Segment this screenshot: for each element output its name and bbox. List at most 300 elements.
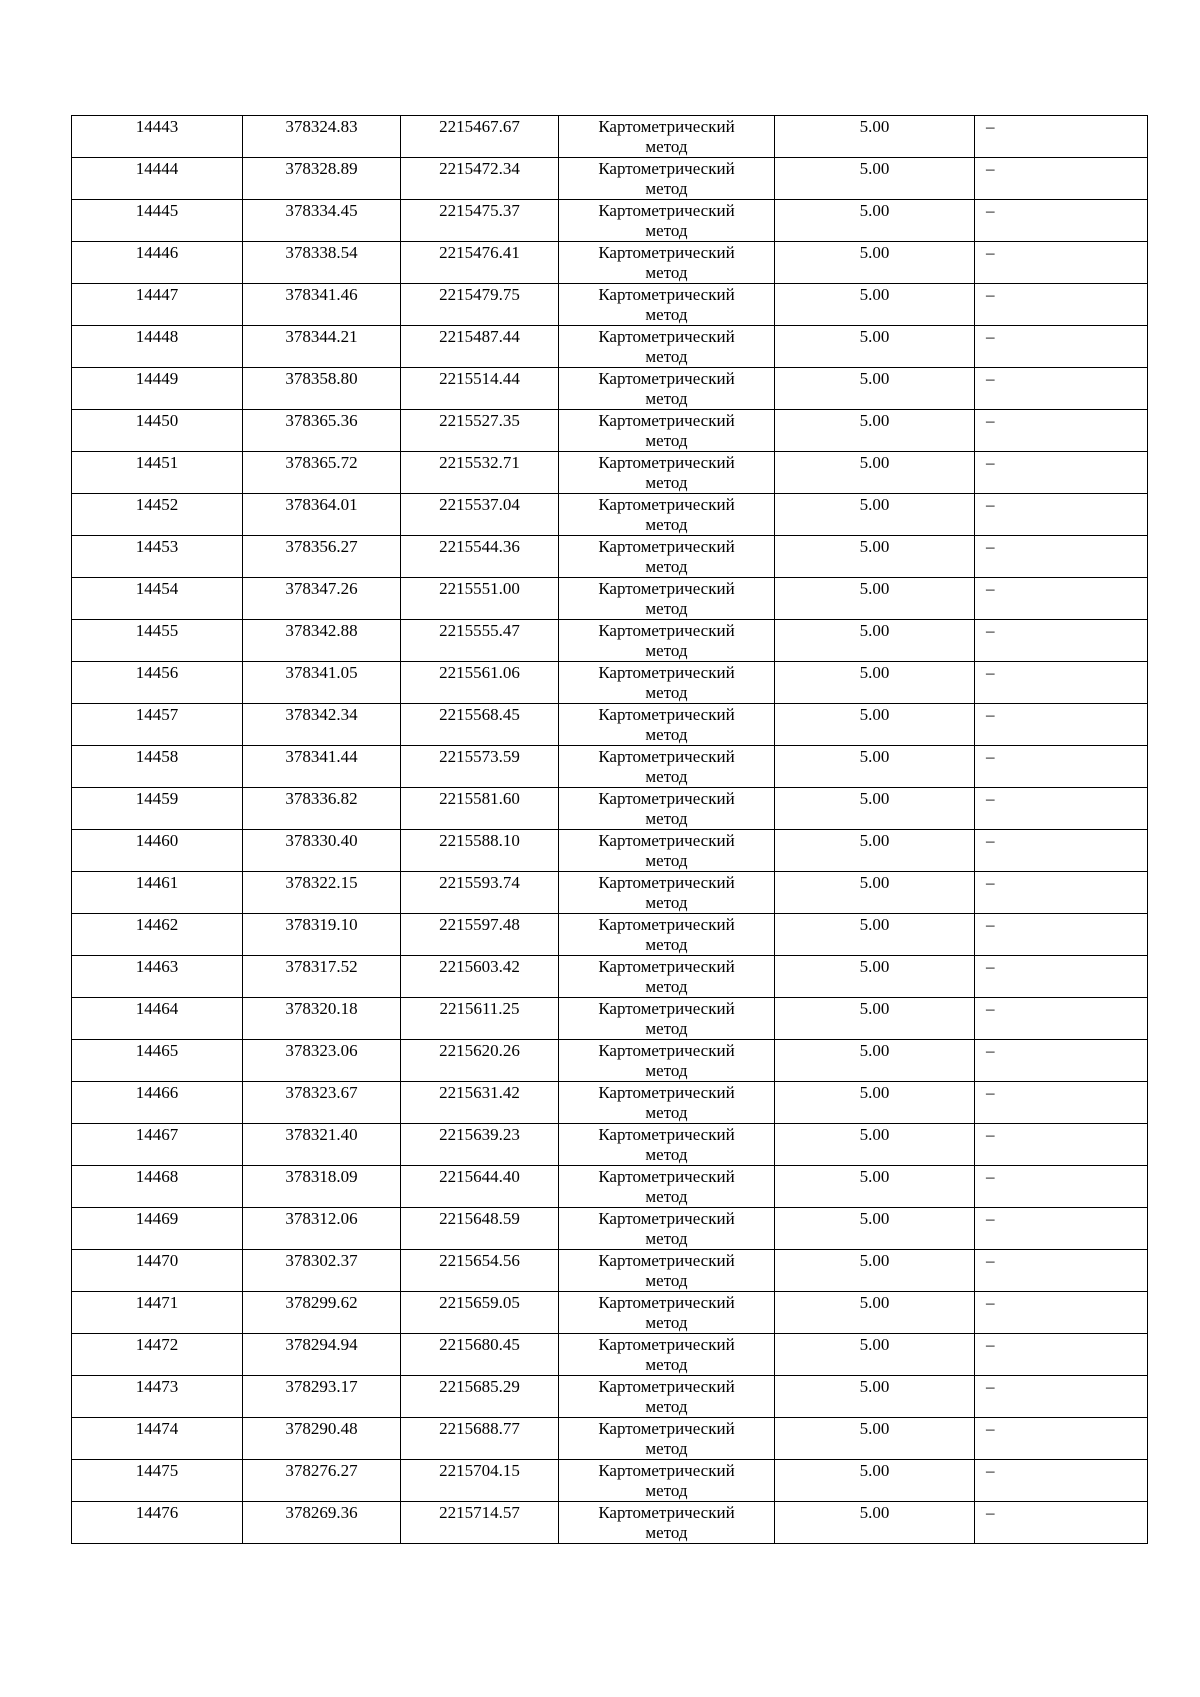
method-cell — [559, 326, 775, 368]
y-coordinate-text: 2215551.00 — [439, 579, 520, 598]
description-cell — [975, 662, 1148, 704]
description-text: – — [986, 1293, 995, 1312]
table-row — [72, 1418, 1148, 1460]
accuracy-text: 5.00 — [859, 453, 890, 472]
point-number-cell — [72, 1166, 243, 1208]
y-coordinate-cell — [401, 830, 559, 872]
x-coordinate-text: 378293.17 — [285, 1377, 358, 1396]
method-cell — [559, 200, 775, 242]
point-number-text: 14470 — [135, 1251, 179, 1270]
accuracy-text: 5.00 — [859, 1251, 890, 1270]
x-coordinate-cell — [243, 1208, 401, 1250]
description-text: – — [986, 915, 995, 934]
x-coordinate-text: 378347.26 — [285, 579, 358, 598]
point-number-text: 14446 — [135, 243, 179, 262]
method-text: Картометрический метод — [598, 1503, 735, 1542]
table-row — [72, 662, 1148, 704]
y-coordinate-cell — [401, 998, 559, 1040]
point-number-cell — [72, 1292, 243, 1334]
method-text: Картометрический метод — [598, 327, 735, 366]
method-text: Картометрический метод — [598, 117, 735, 156]
method-text: Картометрический метод — [598, 1251, 735, 1290]
method-text: Картометрический метод — [598, 831, 735, 870]
description-text: – — [986, 327, 995, 346]
y-coordinate-cell — [401, 956, 559, 998]
accuracy-text: 5.00 — [859, 1293, 890, 1312]
point-number-cell — [72, 452, 243, 494]
description-cell — [975, 200, 1148, 242]
accuracy-text: 5.00 — [859, 243, 890, 262]
point-number-cell — [72, 116, 243, 158]
method-text: Картометрический метод — [598, 1377, 735, 1416]
description-text: – — [986, 747, 995, 766]
method-text: Картометрический метод — [598, 1083, 735, 1122]
x-coordinate-text: 378323.67 — [285, 1083, 358, 1102]
table-row — [72, 452, 1148, 494]
method-text: Картометрический метод — [598, 285, 735, 324]
description-cell — [975, 1502, 1148, 1544]
y-coordinate-text: 2215680.45 — [439, 1335, 520, 1354]
x-coordinate-cell — [243, 452, 401, 494]
y-coordinate-cell — [401, 620, 559, 662]
y-coordinate-text: 2215588.10 — [439, 831, 520, 850]
accuracy-text: 5.00 — [859, 1041, 890, 1060]
table-row — [72, 620, 1148, 662]
accuracy-text: 5.00 — [859, 957, 890, 976]
y-coordinate-text: 2215476.41 — [439, 243, 520, 262]
table-row — [72, 242, 1148, 284]
x-coordinate-cell — [243, 1082, 401, 1124]
method-text: Картометрический метод — [598, 1461, 735, 1500]
y-coordinate-cell — [401, 788, 559, 830]
y-coordinate-cell — [401, 1124, 559, 1166]
accuracy-cell — [775, 1334, 975, 1376]
table-row — [72, 872, 1148, 914]
method-cell — [559, 662, 775, 704]
accuracy-cell — [775, 200, 975, 242]
x-coordinate-cell — [243, 284, 401, 326]
description-cell — [975, 284, 1148, 326]
table-row — [72, 494, 1148, 536]
y-coordinate-cell — [401, 578, 559, 620]
x-coordinate-cell — [243, 956, 401, 998]
point-number-text: 14468 — [135, 1167, 179, 1186]
description-text: – — [986, 285, 995, 304]
point-number-text: 14452 — [135, 495, 179, 514]
method-cell — [559, 1418, 775, 1460]
method-cell — [559, 1166, 775, 1208]
x-coordinate-text: 378365.72 — [285, 453, 358, 472]
description-cell — [975, 1166, 1148, 1208]
point-number-text: 14474 — [135, 1419, 179, 1438]
method-text: Картометрический метод — [598, 1293, 735, 1332]
accuracy-text: 5.00 — [859, 1503, 890, 1522]
accuracy-cell — [775, 620, 975, 662]
point-number-text: 14475 — [135, 1461, 179, 1480]
x-coordinate-cell — [243, 326, 401, 368]
y-coordinate-text: 2215603.42 — [439, 957, 520, 976]
description-text: – — [986, 159, 995, 178]
method-text: Картометрический метод — [598, 1125, 735, 1164]
point-number-text: 14465 — [135, 1041, 179, 1060]
description-text: – — [986, 873, 995, 892]
y-coordinate-cell — [401, 1166, 559, 1208]
table-row — [72, 1334, 1148, 1376]
x-coordinate-text: 378328.89 — [285, 159, 358, 178]
point-number-cell — [72, 284, 243, 326]
x-coordinate-cell — [243, 830, 401, 872]
description-text: – — [986, 621, 995, 640]
point-number-cell — [72, 200, 243, 242]
point-number-cell — [72, 788, 243, 830]
y-coordinate-text: 2215581.60 — [439, 789, 520, 808]
point-number-cell — [72, 578, 243, 620]
method-text: Картометрический метод — [598, 957, 735, 996]
accuracy-cell — [775, 536, 975, 578]
y-coordinate-text: 2215639.23 — [439, 1125, 520, 1144]
point-number-text: 14445 — [135, 201, 179, 220]
x-coordinate-text: 378341.46 — [285, 285, 358, 304]
description-text: – — [986, 369, 995, 388]
point-number-cell — [72, 956, 243, 998]
description-cell — [975, 494, 1148, 536]
y-coordinate-cell — [401, 1460, 559, 1502]
y-coordinate-text: 2215654.56 — [439, 1251, 520, 1270]
x-coordinate-text: 378358.80 — [285, 369, 358, 388]
method-cell — [559, 788, 775, 830]
x-coordinate-text: 378302.37 — [285, 1251, 358, 1270]
description-cell — [975, 788, 1148, 830]
y-coordinate-cell — [401, 1208, 559, 1250]
accuracy-text: 5.00 — [859, 159, 890, 178]
table-row — [72, 956, 1148, 998]
point-number-cell — [72, 1250, 243, 1292]
method-text: Картометрический метод — [598, 201, 735, 240]
accuracy-cell — [775, 1418, 975, 1460]
y-coordinate-text: 2215555.47 — [439, 621, 520, 640]
table-row — [72, 1376, 1148, 1418]
description-text: – — [986, 957, 995, 976]
accuracy-cell — [775, 1292, 975, 1334]
description-cell — [975, 1418, 1148, 1460]
description-text: – — [986, 1461, 995, 1480]
accuracy-cell — [775, 1208, 975, 1250]
method-text: Картометрический метод — [598, 411, 735, 450]
accuracy-cell — [775, 746, 975, 788]
x-coordinate-text: 378294.94 — [285, 1335, 358, 1354]
table-row — [72, 1124, 1148, 1166]
description-cell — [975, 1040, 1148, 1082]
method-text: Картометрический метод — [598, 1209, 735, 1248]
accuracy-cell — [775, 956, 975, 998]
y-coordinate-cell — [401, 872, 559, 914]
x-coordinate-cell — [243, 704, 401, 746]
y-coordinate-text: 2215714.57 — [439, 1503, 520, 1522]
point-number-cell — [72, 536, 243, 578]
point-number-cell — [72, 242, 243, 284]
table-row — [72, 326, 1148, 368]
accuracy-text: 5.00 — [859, 1377, 890, 1396]
y-coordinate-cell — [401, 410, 559, 452]
y-coordinate-cell — [401, 242, 559, 284]
table-row — [72, 116, 1148, 158]
description-cell — [975, 998, 1148, 1040]
point-number-cell — [72, 1334, 243, 1376]
x-coordinate-text: 378312.06 — [285, 1209, 358, 1228]
point-number-text: 14467 — [135, 1125, 179, 1144]
point-number-cell — [72, 914, 243, 956]
x-coordinate-cell — [243, 1124, 401, 1166]
point-number-cell — [72, 1124, 243, 1166]
point-number-cell — [72, 494, 243, 536]
x-coordinate-cell — [243, 914, 401, 956]
point-number-text: 14476 — [135, 1503, 179, 1522]
table-row — [72, 1460, 1148, 1502]
x-coordinate-cell — [243, 1376, 401, 1418]
method-cell — [559, 998, 775, 1040]
table-row — [72, 914, 1148, 956]
method-cell — [559, 620, 775, 662]
y-coordinate-cell — [401, 1250, 559, 1292]
description-text: – — [986, 663, 995, 682]
table-row — [72, 578, 1148, 620]
description-text: – — [986, 831, 995, 850]
x-coordinate-cell — [243, 998, 401, 1040]
accuracy-text: 5.00 — [859, 1209, 890, 1228]
table-row — [72, 1502, 1148, 1544]
description-text: – — [986, 705, 995, 724]
x-coordinate-cell — [243, 578, 401, 620]
point-number-text: 14458 — [135, 747, 179, 766]
method-cell — [559, 956, 775, 998]
accuracy-text: 5.00 — [859, 411, 890, 430]
point-number-cell — [72, 998, 243, 1040]
x-coordinate-cell — [243, 1334, 401, 1376]
table-row — [72, 1208, 1148, 1250]
accuracy-text: 5.00 — [859, 663, 890, 682]
method-cell — [559, 368, 775, 410]
accuracy-text: 5.00 — [859, 285, 890, 304]
description-cell — [975, 620, 1148, 662]
table-row — [72, 704, 1148, 746]
method-cell — [559, 746, 775, 788]
method-cell — [559, 116, 775, 158]
point-number-cell — [72, 410, 243, 452]
y-coordinate-cell — [401, 1334, 559, 1376]
accuracy-cell — [775, 284, 975, 326]
method-text: Картометрический метод — [598, 495, 735, 534]
point-number-cell — [72, 1460, 243, 1502]
y-coordinate-text: 2215597.48 — [439, 915, 520, 934]
y-coordinate-text: 2215472.34 — [439, 159, 520, 178]
method-cell — [559, 536, 775, 578]
description-text: – — [986, 117, 995, 136]
x-coordinate-cell — [243, 1040, 401, 1082]
x-coordinate-text: 378342.34 — [285, 705, 358, 724]
description-text: – — [986, 1209, 995, 1228]
x-coordinate-cell — [243, 116, 401, 158]
description-cell — [975, 830, 1148, 872]
table-row — [72, 998, 1148, 1040]
method-cell — [559, 1292, 775, 1334]
method-cell — [559, 410, 775, 452]
y-coordinate-text: 2215561.06 — [439, 663, 520, 682]
y-coordinate-text: 2215527.35 — [439, 411, 520, 430]
table-row — [72, 1292, 1148, 1334]
point-number-cell — [72, 1502, 243, 1544]
method-text: Картометрический метод — [598, 1041, 735, 1080]
table-row — [72, 284, 1148, 326]
accuracy-cell — [775, 704, 975, 746]
y-coordinate-text: 2215688.77 — [439, 1419, 520, 1438]
description-text: – — [986, 495, 995, 514]
description-cell — [975, 536, 1148, 578]
method-cell — [559, 284, 775, 326]
y-coordinate-text: 2215467.67 — [439, 117, 520, 136]
method-text: Картометрический метод — [598, 999, 735, 1038]
description-cell — [975, 1082, 1148, 1124]
accuracy-text: 5.00 — [859, 915, 890, 934]
point-number-text: 14448 — [135, 327, 179, 346]
method-cell — [559, 1376, 775, 1418]
y-coordinate-text: 2215611.25 — [439, 999, 520, 1018]
x-coordinate-text: 378321.40 — [285, 1125, 358, 1144]
y-coordinate-cell — [401, 1376, 559, 1418]
point-number-text: 14456 — [135, 663, 179, 682]
x-coordinate-text: 378299.62 — [285, 1293, 358, 1312]
x-coordinate-cell — [243, 158, 401, 200]
x-coordinate-text: 378324.83 — [285, 117, 358, 136]
accuracy-cell — [775, 662, 975, 704]
y-coordinate-text: 2215544.36 — [439, 537, 520, 556]
method-cell — [559, 1040, 775, 1082]
description-cell — [975, 1250, 1148, 1292]
x-coordinate-text: 378276.27 — [285, 1461, 358, 1480]
y-coordinate-cell — [401, 368, 559, 410]
description-text: – — [986, 579, 995, 598]
method-text: Картометрический метод — [598, 663, 735, 702]
point-number-text: 14449 — [135, 369, 179, 388]
method-cell — [559, 452, 775, 494]
description-cell — [975, 326, 1148, 368]
x-coordinate-cell — [243, 1418, 401, 1460]
description-text: – — [986, 1419, 995, 1438]
table-row — [72, 1166, 1148, 1208]
y-coordinate-text: 2215659.05 — [439, 1293, 520, 1312]
method-text: Картометрический метод — [598, 1335, 735, 1374]
accuracy-cell — [775, 788, 975, 830]
description-cell — [975, 242, 1148, 284]
method-cell — [559, 830, 775, 872]
method-text: Картометрический метод — [598, 1419, 735, 1458]
description-cell — [975, 578, 1148, 620]
y-coordinate-cell — [401, 200, 559, 242]
y-coordinate-text: 2215573.59 — [439, 747, 520, 766]
accuracy-text: 5.00 — [859, 705, 890, 724]
y-coordinate-cell — [401, 494, 559, 536]
x-coordinate-text: 378364.01 — [285, 495, 358, 514]
accuracy-text: 5.00 — [859, 1167, 890, 1186]
y-coordinate-cell — [401, 536, 559, 578]
accuracy-cell — [775, 410, 975, 452]
method-text: Картометрический метод — [598, 873, 735, 912]
x-coordinate-cell — [243, 410, 401, 452]
table-row — [72, 158, 1148, 200]
description-text: – — [986, 201, 995, 220]
point-number-cell — [72, 1376, 243, 1418]
method-text: Картометрический метод — [598, 789, 735, 828]
point-number-cell — [72, 326, 243, 368]
description-text: – — [986, 1083, 995, 1102]
y-coordinate-cell — [401, 1502, 559, 1544]
x-coordinate-text: 378356.27 — [285, 537, 358, 556]
method-text: Картометрический метод — [598, 369, 735, 408]
description-cell — [975, 746, 1148, 788]
point-number-text: 14460 — [135, 831, 179, 850]
description-cell — [975, 872, 1148, 914]
point-number-text: 14469 — [135, 1209, 179, 1228]
point-number-cell — [72, 872, 243, 914]
point-number-cell — [72, 662, 243, 704]
y-coordinate-cell — [401, 116, 559, 158]
x-coordinate-cell — [243, 494, 401, 536]
y-coordinate-text: 2215620.26 — [439, 1041, 520, 1060]
x-coordinate-text: 378334.45 — [285, 201, 358, 220]
description-cell — [975, 956, 1148, 998]
x-coordinate-text: 378341.44 — [285, 747, 358, 766]
table-row — [72, 368, 1148, 410]
method-text: Картометрический метод — [598, 537, 735, 576]
x-coordinate-cell — [243, 662, 401, 704]
method-cell — [559, 1250, 775, 1292]
point-number-text: 14466 — [135, 1083, 179, 1102]
method-cell — [559, 704, 775, 746]
x-coordinate-text: 378323.06 — [285, 1041, 358, 1060]
description-text: – — [986, 999, 995, 1018]
description-cell — [975, 1124, 1148, 1166]
y-coordinate-text: 2215644.40 — [439, 1167, 520, 1186]
method-cell — [559, 1082, 775, 1124]
method-text: Картометрический метод — [598, 159, 735, 198]
method-cell — [559, 1334, 775, 1376]
x-coordinate-cell — [243, 536, 401, 578]
x-coordinate-text: 378365.36 — [285, 411, 358, 430]
description-text: – — [986, 789, 995, 808]
accuracy-text: 5.00 — [859, 1335, 890, 1354]
coordinates-table — [71, 115, 1148, 1544]
method-cell — [559, 494, 775, 536]
point-number-cell — [72, 620, 243, 662]
x-coordinate-cell — [243, 1250, 401, 1292]
x-coordinate-text: 378330.40 — [285, 831, 358, 850]
x-coordinate-text: 378269.36 — [285, 1503, 358, 1522]
point-number-cell — [72, 158, 243, 200]
x-coordinate-text: 378322.15 — [285, 873, 358, 892]
x-coordinate-text: 378290.48 — [285, 1419, 358, 1438]
point-number-text: 14461 — [135, 873, 179, 892]
point-number-cell — [72, 368, 243, 410]
x-coordinate-text: 378336.82 — [285, 789, 358, 808]
y-coordinate-cell — [401, 1082, 559, 1124]
y-coordinate-cell — [401, 1418, 559, 1460]
coordinates-table-body — [72, 116, 1148, 1544]
point-number-text: 14473 — [135, 1377, 179, 1396]
x-coordinate-cell — [243, 746, 401, 788]
point-number-text: 14450 — [135, 411, 179, 430]
x-coordinate-cell — [243, 1166, 401, 1208]
method-cell — [559, 914, 775, 956]
y-coordinate-cell — [401, 914, 559, 956]
